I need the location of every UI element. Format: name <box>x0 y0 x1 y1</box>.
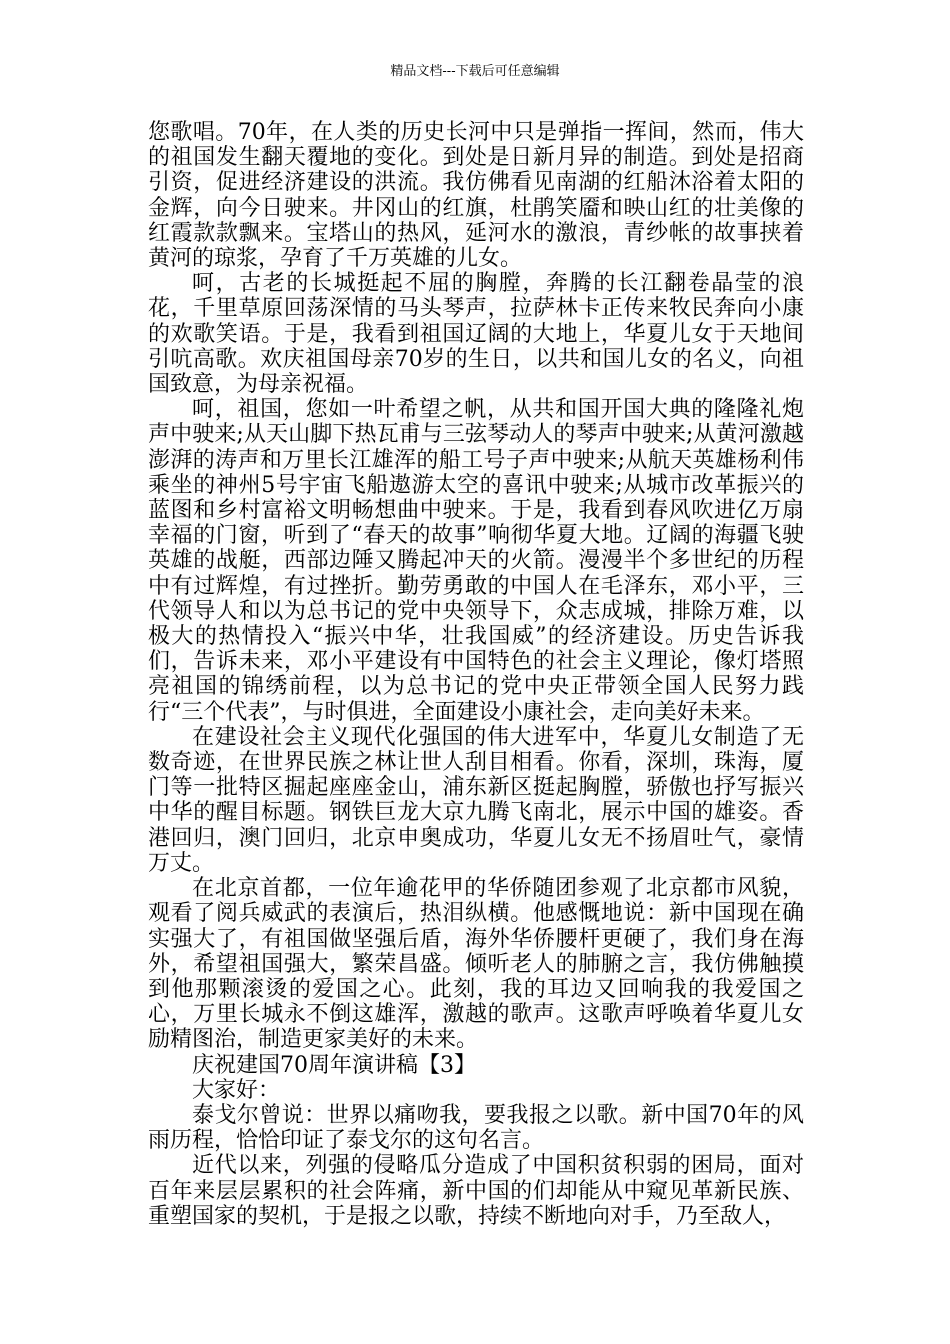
paragraph: 呵，祖国，您如一叶希望之帆，从共和国开国大典的隆隆礼炮声中驶来;从天山脚下热瓦甫与三弦琴动人的琴声中驶来;从黄河激越澎湃的涛声和万里长江雄浑的船工号子声中驶来;从航天英雄杨利伟乘坐的神州5号宇宙飞船遨游太空的喜讯中驶来;从城市改革振兴的蓝图和乡村富裕文明畅想曲中驶来。于是，我看到春风吹进亿万扇幸福的门窗，听到了“春天的故事”响彻华夏大地。辽阔的海疆飞驶英雄的战艇，西部边陲又腾起冲天的火箭。漫漫半个多世纪的历程中有过辉煌，有过挫折。勤劳勇敢的中国人在毛泽东，邓小平，三代领导人和以为总书记的党中央领导下，众志成城，排除万难，以极大的热情投入“振兴中华，壮我国威”的经济建设。历史告诉我们，告诉未来，邓小平建设有中国特色的社会主义理论，像灯塔照亮祖国的锦绣前程，以为总书记的党中央正带领全国人民努力践行“三个代表”，与时俱进，全面建设小康社会，走向美好未来。 <box>148 397 804 725</box>
page-header: 精品文档---下载后可任意编辑 <box>390 64 560 79</box>
paragraph: 呵，古老的长城挺起不屈的胸膛，奔腾的长江翻卷晶莹的浪花，千里草原回荡深情的马头琴声，拉萨林卡正传来牧民奔向小康的欢歌笑语。于是，我看到祖国辽阔的大地上，华夏儿女于天地间引吭高歌。欢庆祖国母亲70岁的生日，以共和国儿女的名义，向祖国致意，为母亲祝福。 <box>148 271 804 398</box>
section-title: 庆祝建国70周年演讲稿【3】 <box>192 1052 476 1078</box>
paragraph: 在建设社会主义现代化强国的伟大进军中，华夏儿女制造了无数奇迹，在世界民族之林让世人刮目相看。你看，深圳，珠海，厦门等一批特区掘起座座金山，浦东新区挺起胸膛，骄傲也抒写振兴中华的醒目标题。钢铁巨龙大京九腾飞南北，展示中国的雄姿。香港回归，澳门回归，北京申奥成功，华夏儿女无不扬眉吐气，豪情万丈。 <box>148 724 804 876</box>
document-body <box>148 120 804 1229</box>
greeting: 大家好： <box>192 1077 281 1103</box>
paragraph: 泰戈尔曾说：世界以痛吻我，要我报之以歌。新中国70年的风雨历程，恰恰印证了泰戈尔的这句名言。 <box>148 1102 804 1154</box>
paragraph: 在北京首都，一位年逾花甲的华侨随团参观了北京都市风貌，观看了阅兵威武的表演后，热泪纵横。他感慨地说：新中国现在确实强大了，有祖国做坚强后盾，海外华侨腰杆更硬了，我们身在海外，希望祖国强大，繁荣昌盛。倾听老人的肺腑之言，我仿佛触摸到他那颗滚烫的爱国之心。此刻，我的耳边又回响我的我爱国之心，万里长城永不倒这雄浑，激越的歌声。这歌声呼唤着华夏儿女励精图治，制造更家美好的未来。 <box>148 876 804 1053</box>
paragraph: 您歌唱。70年，在人类的历史长河中只是弹指一挥间，然而，伟大的祖国发生翻天覆地的变化。到处是日新月异的制造。到处是招商引资，促进经济建设的洪流。我仿佛看见南湖的红船沐浴着太阳的金辉，向今日驶来。井冈山的红旗，杜鹃笑靥和映山红的壮美像的红霞款款飘来。宝塔山的热风，延河水的激浪，青纱帐的故事挟着黄河的琼浆，孕育了千万英雄的儿女。 <box>148 120 804 272</box>
paragraph: 近代以来，列强的侵略瓜分造成了中国积贫积弱的困局，面对百年来层层累积的社会阵痛，新中国的们却能从中窥见革新民族、重塑国家的契机，于是报之以歌，持续不断地向对手，乃至敌人， <box>148 1153 804 1229</box>
